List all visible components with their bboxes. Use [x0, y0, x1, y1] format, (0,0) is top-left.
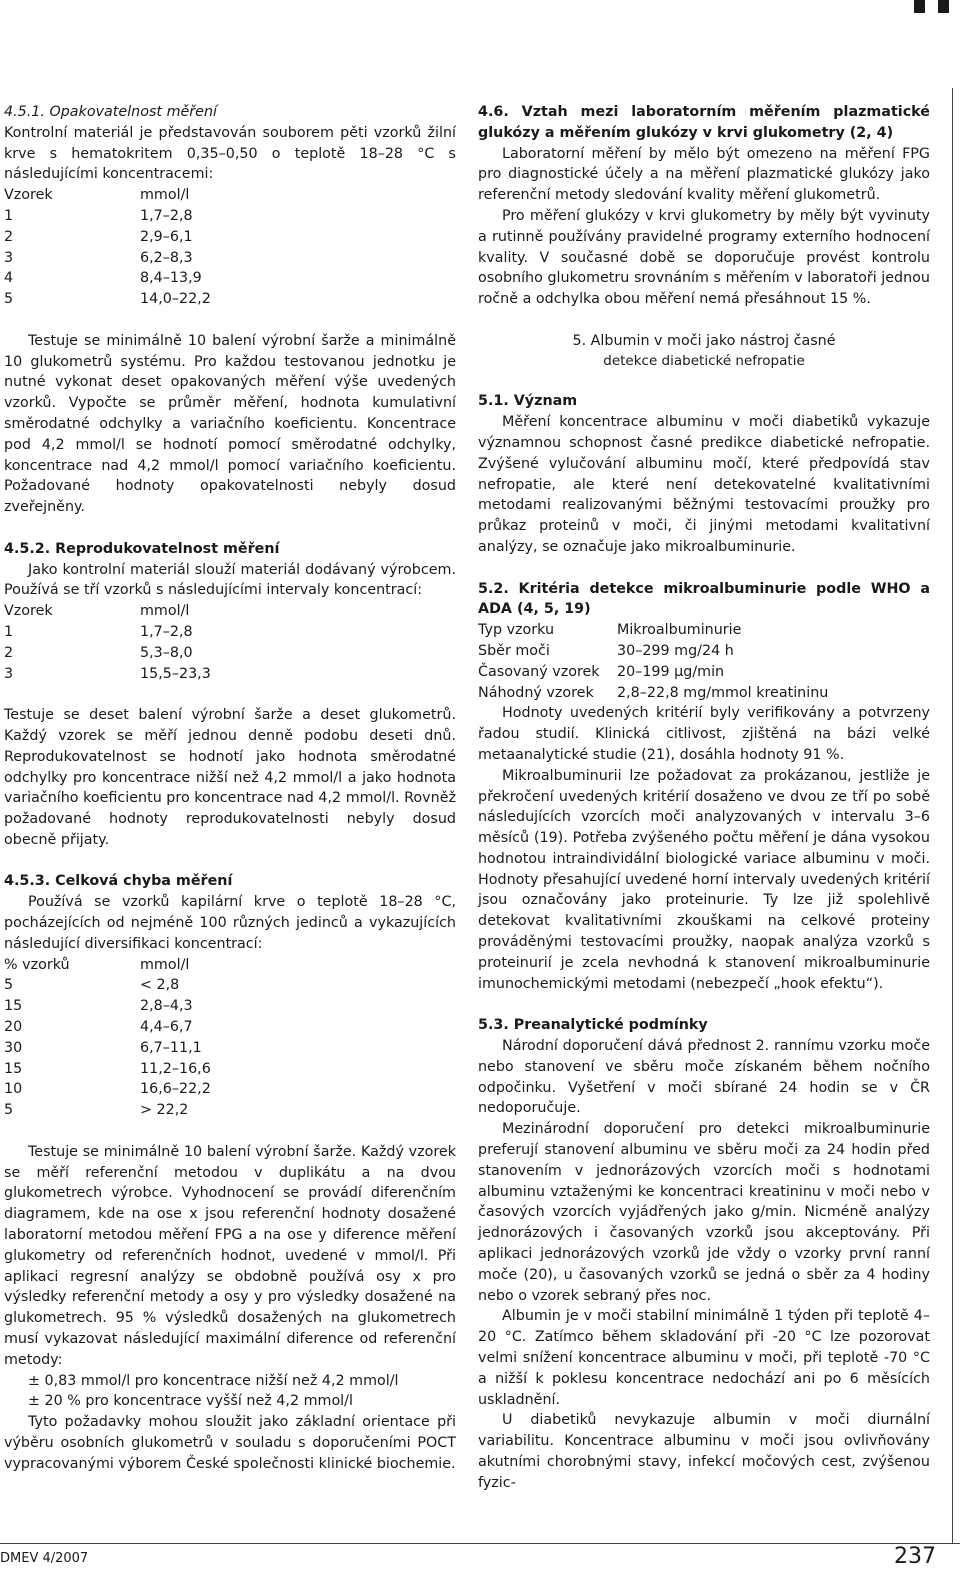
table-cell: 1 [4, 207, 14, 224]
table-cell: Mikroalbuminurie [617, 622, 742, 639]
table-cell: 2 [4, 644, 14, 661]
table-header: mmol/l [140, 603, 190, 620]
concentration-table-3 [4, 955, 456, 1121]
table-cell: 15,5–23,3 [140, 665, 211, 682]
table-cell: Náhodný vzorek [478, 684, 594, 701]
table-cell: 5 [4, 977, 14, 994]
table-cell: < 2,8 [140, 977, 180, 994]
table-cell: 15 [4, 998, 23, 1015]
crop-mark [914, 0, 925, 13]
paragraph: Kontrolní materiál je představován souborem pěti vzorků žilní krve s hematokritem 0,35–0,50 o teplotě 18–28 °C s následujícími koncentracemi: [4, 124, 456, 183]
section-heading: 5.3. Preanalytické podmínky [478, 1017, 708, 1034]
table-cell: 6,2–8,3 [140, 249, 193, 266]
table-cell: 10 [4, 1081, 23, 1098]
page-number: 237 [894, 1544, 936, 1569]
section-heading: 4.5.2. Reprodukovatelnost měření [4, 540, 280, 557]
table-cell: 5 [4, 291, 14, 308]
paragraph: Mezinárodní doporučení pro detekci mikroalbuminurie preferují stanovení albuminu ve sběru moči za 24 hodin před stanovením v jednorázových vzorcích moči s hodnotami albuminu vztaženými ke koncentraci kreatininu v moči nebo v časových vzorcích vyjádřených jako g/min. Nicméně analýzy jednorázových i časovaných vzorků jsou akceptovány. Při aplikaci jednorázových vzorků jde vždy o vzorky první ranní moče (20), u časovaných vzorků se jedná o sběr za 4 hodiny nebo o vzorek sebraný přes noc. [478, 1121, 930, 1304]
table-header: mmol/l [140, 956, 190, 973]
table-cell: 8,4–13,9 [140, 270, 202, 287]
table-header: Vzorek [4, 187, 53, 204]
footer-rule [0, 1543, 960, 1544]
table-cell: 3 [4, 665, 14, 682]
table-cell: 4 [4, 270, 14, 287]
left-column [4, 102, 456, 1475]
table-cell: > 22,2 [140, 1102, 189, 1119]
paragraph: Testuje se minimálně 10 balení výrobní šarže a minimálně 10 glukometrů systému. Pro každou testovanou jednotku je nutné vykonat deset opakovaných měření výše uvedených vzorků. Vypočte se průměr měření, hodnota kumulativní směrodatné odchylky a variačního koeficientu. Koncentrace pod 4,2 mmol/l se hodnotí pomocí směrodatné odchylky, koncentrace nad 4,2 mmol/l pomocí variačního koeficientu. Požadované hodnoty opakovatelnosti nebyly dosud zveřejněny. [4, 332, 456, 516]
table-cell: 20–199 µg/min [617, 663, 725, 680]
table-cell: 5,3–8,0 [140, 644, 193, 661]
table-header: Vzorek [4, 603, 53, 620]
page-edge-line [952, 88, 953, 1543]
table-cell: 3 [4, 249, 14, 266]
journal-footer: DMEV 4/2007 [0, 1551, 89, 1566]
table-cell: Typ vzorku [478, 622, 555, 639]
table-cell: 1,7–2,8 [140, 623, 193, 640]
chapter-heading-subline: detekce diabetické nefropatie [603, 352, 805, 369]
table-cell: 6,7–11,1 [140, 1039, 202, 1056]
paragraph: Tyto požadavky mohou sloužit jako základní orientace při výběru osobních glukometrů v souladu s doporučeními POCT vypracovanými výborem České společnosti klinické biochemie. [4, 1414, 456, 1472]
right-column [478, 102, 930, 1494]
table-cell: 14,0–22,2 [140, 291, 211, 308]
table-cell: 15 [4, 1060, 23, 1077]
table-cell: 16,6–22,2 [140, 1081, 211, 1098]
paragraph: Laboratorní měření by mělo být omezeno na měření FPG pro diagnostické účely a na měření plazmatické glukózy jako referenční metody sledování kvality měření glukometrů. [478, 145, 930, 204]
concentration-table-1 [4, 185, 456, 310]
table-cell: 4,4–6,7 [140, 1019, 193, 1036]
section-heading: 5.1. Význam [478, 393, 578, 410]
paragraph: Používá se vzorků kapilární krve o teplotě 18–28 °C, pocházejících od nejméně 100 různých jedinců a vykazujících následující diversifikaci koncentrací: [4, 894, 456, 952]
paragraph: Hodnoty uvedených kritérií byly verifikovány a potvrzeny řadou studií. Klinická citlivost, zjištěná na bázi velké metaanalytické studie (21), dosáhla hodnoty 91 %. [478, 705, 930, 763]
list-item: ± 20 % pro koncentrace vyšší než 4,2 mmol/l [28, 1393, 353, 1410]
paragraph: Mikroalbuminurii lze požadovat za prokázanou, jestliže je překročení uvedených kritérií dosaženo ve dvou ze tří po sobě následujících vzorcích moči analyzovaných v intervalu 3–6 měsíců (19). Potřeba zvýšeného počtu měření je dána vysokou hodnotou intraindividální biologické variace albuminu v moči. Hodnoty přesahující uvedené horní intervaly uvedených kritérií jsou označovány jako proteinurie. Ty lze již spolehlivě detekovat kvalitativními zkouškami na celkové proteiny prováděnými testovacími proužky, naopak analýza vzorků s proteinurií je zcela nevhodná k stanovení mikroalbuminurie imunochemickými metodami (nebezpečí „hook efektu“). [478, 767, 930, 992]
section-heading: 4.5.3. Celková chyba měření [4, 873, 233, 890]
table-cell: 11,2–16,6 [140, 1060, 211, 1077]
table-header: mmol/l [140, 187, 190, 204]
table-cell: 5 [4, 1102, 14, 1119]
table-cell: 2,8–22,8 mg/mmol kreatininu [617, 684, 829, 701]
table-cell: 2,9–6,1 [140, 228, 193, 245]
paragraph: Pro měření glukózy v krvi glukometry by měly být vyvinuty a rutinně používány pravidelné programy externího hodnocení kvality. V současné době se doporučuje provést kontrolu osobního glukometru srovnáním s měřením v laboratoři jednou ročně a odchylka obou měření nemá přesáhnout 15 %. [478, 207, 930, 308]
paragraph: Měření koncentrace albuminu v moči diabetiků vykazuje významnou schopnost časné predikce diabetické nefropatie. Zvýšené vylučování albuminu močí, které předpovídá stav nefropatie, ale které není detekovatelné kvalitativními metodami realizovanými běžnými testovacími proužky pro průkaz proteinů v moči, či jinými metodami kvalitativní analýzy, se označuje jako mikroalbuminurie. [478, 414, 930, 555]
section-heading: 4.5.1. Opakovatelnost měření [4, 104, 218, 120]
table-cell: 1,7–2,8 [140, 207, 193, 224]
table-cell: Sběr moči [478, 642, 550, 659]
chapter-heading: 5. Albumin v moči jako nástroj časné [572, 332, 836, 349]
paragraph: Jako kontrolní materiál slouží materiál dodávaný výrobcem. Používá se tří vzorků s následujícími intervaly koncentrací: [4, 561, 456, 599]
crop-mark [938, 0, 949, 13]
paragraph: Testuje se deset balení výrobní šarže a deset glukometrů. Každý vzorek se měří jednou denně podobu deseti dnů. Reprodukovatelnost se hodnotí jako hodnota směrodatné odchylky pro koncentrace nižší než 4,2 mmol/l a jako hodnota variačního koeficientu pro koncentrace nad 4,2 mmol/l. Rovněž požadované hodnoty reprodukovatelnosti nebyly dosud obecně přijaty. [4, 707, 457, 848]
list-item: ± 0,83 mmol/l pro koncentrace nižší než 4,2 mmol/l [28, 1372, 399, 1389]
table-cell: Časovaný vzorek [478, 663, 600, 680]
section-heading: 5.2. Kritéria detekce mikroalbuminurie podle WHO a ADA (4, 5, 19) [478, 580, 930, 618]
table-cell: 2 [4, 228, 14, 245]
table-cell: 30 [4, 1039, 23, 1056]
table-header: % vzorků [4, 956, 70, 973]
concentration-table-2 [4, 601, 456, 684]
section-heading: 4.6. Vztah mezi laboratorním měřením plazmatické glukózy a měřením glukózy v krvi glukometry (2, 4) [478, 104, 930, 141]
table-cell: 30–299 mg/24 h [617, 642, 734, 659]
paragraph: Testuje se minimálně 10 balení výrobní šarže. Každý vzorek se měří referenční metodou v duplikátu a na dvou glukometrech výrobce. Vyhodnocení se provádí diferenčním diagramem, kde na ose x jsou referenční hodnoty dosažené laboratorní metodou měření FPG a na ose y diference měření glukometry od referenčních hodnot, uvedené v mmol/l. Při aplikaci regresní analýzy se obdobně používá osy x pro výsledky referenční metody a osy y pro výsledky dosažené na glukometrech. 95 % výsledků dosažených na glukometrech musí vykazovat následující maximální diference od referenční metody: [4, 1143, 456, 1368]
table-cell: 2,8–4,3 [140, 998, 193, 1015]
criteria-table [478, 620, 930, 703]
table-cell: 20 [4, 1019, 23, 1036]
paragraph: Albumin je v moči stabilní minimálně 1 týden při teplotě 4–20 °C. Zatímco během skladování při -20 °C lze pozorovat velmi snížení koncentrace albuminu v moči, při teplotě -70 °C a nižší k poklesu koncentrace nedochází ani po 6 měsících uskladnění. [478, 1308, 930, 1408]
paragraph: U diabetiků nevykazuje albumin v moči diurnální variabilitu. Koncentrace albuminu v moči jsou ovlivňovány akutními chorobnými stavy, infekcí močových cest, zvýšenou fyzic- [478, 1412, 930, 1491]
table-cell: 1 [4, 623, 14, 640]
paragraph: Národní doporučení dává přednost 2. rannímu vzorku moče nebo stanovení ve sběru moče získaném během nočního odpočinku. Vyšetření v moči sbírané 24 hodin se v ČR nedoporučuje. [478, 1038, 930, 1117]
